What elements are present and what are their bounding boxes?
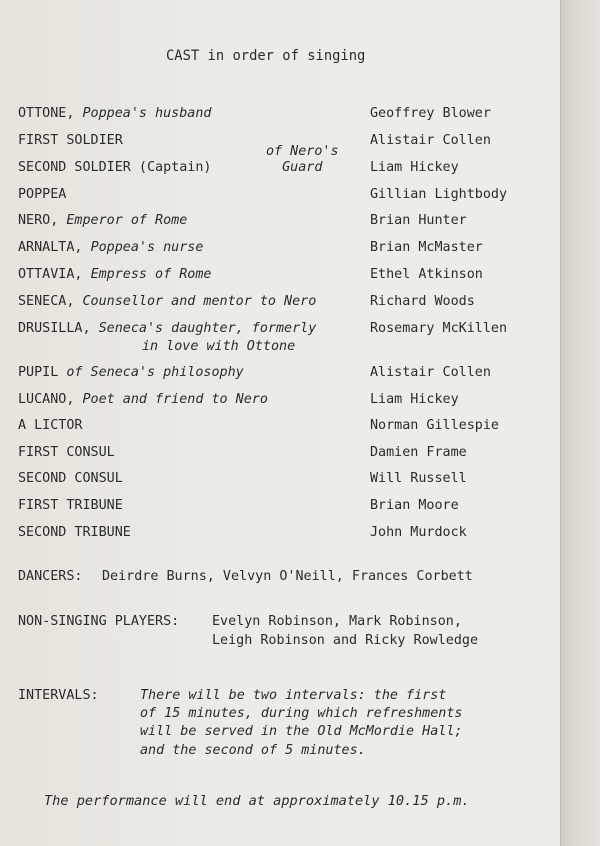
cast-role: A LICTOR xyxy=(18,418,83,433)
non-singing-label: NON-SINGING PLAYERS: xyxy=(18,614,180,629)
cast-role: ARNALTA, Poppea's nurse xyxy=(18,240,204,255)
cast-actor: Will Russell xyxy=(370,471,467,486)
cast-actor: Gillian Lightbody xyxy=(370,187,508,202)
cast-actor: John Murdock xyxy=(370,525,467,540)
cast-actor: Geoffrey Blower xyxy=(370,106,491,121)
page-title: CAST in order of singing xyxy=(166,48,366,64)
cast-role: DRUSILLA, Seneca's daughter, formerly xyxy=(18,321,317,336)
cast-actor: Rosemary McKillen xyxy=(370,321,508,336)
guard-note-line2: Guard xyxy=(282,160,323,175)
cast-actor: Norman Gillespie xyxy=(370,418,499,433)
intervals-label: INTERVALS: xyxy=(18,688,99,703)
cast-actor: Alistair Collen xyxy=(370,133,491,148)
intervals-line: There will be two intervals: the first xyxy=(140,688,447,703)
cast-role: FIRST SOLDIER xyxy=(18,133,123,148)
dancers-names: Deirdre Burns, Velvyn O'Neill, Frances Corbett xyxy=(102,569,473,584)
cast-actor: Ethel Atkinson xyxy=(370,267,483,282)
cast-role: POPPEA xyxy=(18,187,67,202)
next-page-edge xyxy=(560,0,600,846)
intervals-line: of 15 minutes, during which refreshments xyxy=(140,706,463,721)
cast-role: NERO, Emperor of Rome xyxy=(18,213,188,228)
cast-role-desc-cont: in love with Ottone xyxy=(142,339,296,354)
cast-actor: Brian Moore xyxy=(370,498,459,513)
dancers-label: DANCERS: xyxy=(18,569,83,584)
cast-role: SENECA, Counsellor and mentor to Nero xyxy=(18,294,317,309)
cast-actor: Alistair Collen xyxy=(370,365,491,380)
intervals-line: will be served in the Old McMordie Hall; xyxy=(140,724,463,739)
ending-note: The performance will end at approximately 10.15 p.m. xyxy=(44,793,470,809)
cast-actor: Damien Frame xyxy=(370,445,467,460)
guard-note xyxy=(266,144,339,176)
cast-actor: Richard Woods xyxy=(370,294,475,309)
cast-actor: Brian Hunter xyxy=(370,213,467,228)
intervals-line: and the second of 5 minutes. xyxy=(140,743,366,758)
cast-role: FIRST CONSUL xyxy=(18,445,115,460)
non-singing-line2: Leigh Robinson and Ricky Rowledge xyxy=(212,633,479,648)
cast-role: SECOND CONSUL xyxy=(18,471,123,486)
cast-role: SECOND TRIBUNE xyxy=(18,525,131,540)
cast-role: OTTONE, Poppea's husband xyxy=(18,106,212,121)
cast-role: OTTAVIA, Empress of Rome xyxy=(18,267,212,282)
cast-actor: Liam Hickey xyxy=(370,160,459,175)
cast-role: PUPIL of Seneca's philosophy xyxy=(18,365,244,380)
cast-actor: Liam Hickey xyxy=(370,392,459,407)
guard-note-line1: of Nero's xyxy=(266,144,339,159)
non-singing-line1: Evelyn Robinson, Mark Robinson, xyxy=(212,614,462,629)
cast-role: LUCANO, Poet and friend to Nero xyxy=(18,392,268,407)
cast-actor: Brian McMaster xyxy=(370,240,483,255)
cast-role: FIRST TRIBUNE xyxy=(18,498,123,513)
cast-role: SECOND SOLDIER (Captain) xyxy=(18,160,212,175)
